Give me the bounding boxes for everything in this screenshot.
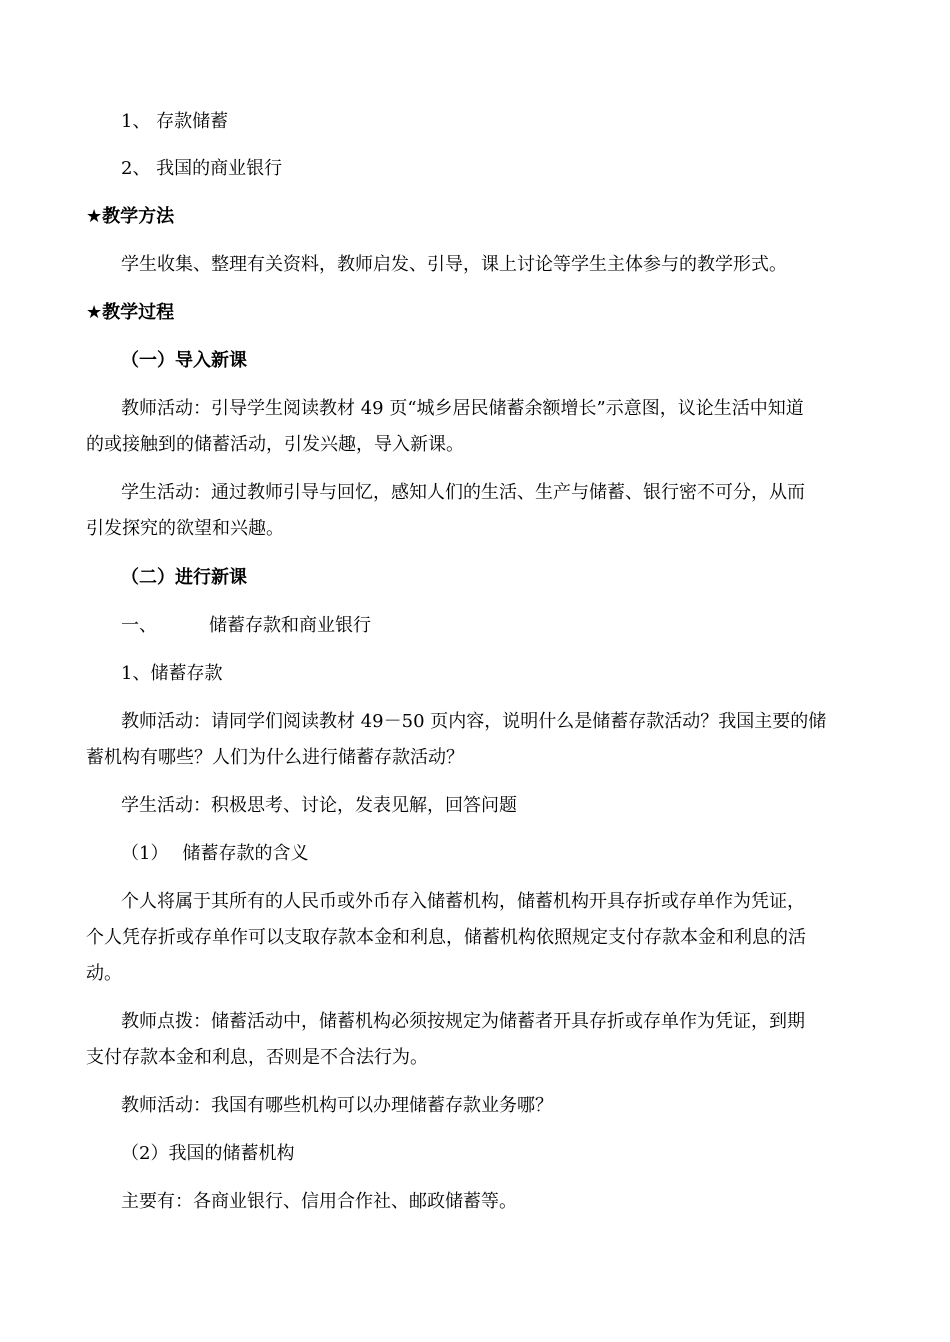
paragraph-intro-student-line-2: 引发探究的欲望和兴趣。 <box>86 518 284 539</box>
paragraph-tip-line-1: 教师点拨：储蓄活动中，储蓄机构必须按规定为储蓄者开具存折或存单作为凭证，到期 <box>121 1011 805 1032</box>
paragraph-teaching-method: 学生收集、整理有关资料，教师启发、引导，课上讨论等学生主体参与的教学形式。 <box>121 254 787 275</box>
heading-teaching-method: ★教学方法 <box>86 206 175 227</box>
paragraph-intro-teacher-line-2: 的或接触到的储蓄活动，引发兴趣，导入新课。 <box>86 434 464 455</box>
paragraph-definition-line-3: 动。 <box>86 963 122 984</box>
subsection-1-heading: 1、储蓄存款 <box>121 663 223 684</box>
item-1-number: （1） <box>121 843 169 864</box>
section-1-heading <box>121 614 950 638</box>
paragraph-teacher-3: 教师活动：我国有哪些机构可以办理储蓄存款业务哪？ <box>121 1095 553 1116</box>
item-1-heading <box>121 842 950 866</box>
paragraph-main-institutions: 主要有：各商业银行、信用合作社、邮政储蓄等。 <box>121 1191 517 1212</box>
item-2-heading: （2）我国的储蓄机构 <box>121 1143 295 1164</box>
paragraph-teacher-2-line-2: 蓄机构有哪些？人们为什么进行储蓄存款活动？ <box>86 747 464 768</box>
paragraph-student-2: 学生活动：积极思考、讨论，发表见解，回答问题 <box>121 795 517 816</box>
section-1-number: 一、 <box>121 615 157 636</box>
outline-item-1: 1、 存款储蓄 <box>121 111 229 132</box>
item-1-title: 储蓄存款的含义 <box>182 843 309 864</box>
paragraph-tip-line-2: 支付存款本金和利息，否则是不合法行为。 <box>86 1047 428 1068</box>
paragraph-intro-teacher-line-1: 教师活动：引导学生阅读教材 49 页“城乡居民储蓄余额增长”示意图，议论生活中知道 <box>121 398 804 419</box>
paragraph-definition-line-1: 个人将属于其所有的人民币或外币存入储蓄机构，储蓄机构开具存折或存单作为凭证， <box>121 891 805 912</box>
paragraph-intro-student-line-1: 学生活动：通过教师引导与回忆，感知人们的生活、生产与储蓄、银行密不可分，从而 <box>121 482 805 503</box>
heading-teaching-process: ★教学过程 <box>86 302 175 323</box>
heading-new-lesson: （二）进行新课 <box>121 567 247 588</box>
paragraph-definition-line-2: 个人凭存折或存单作可以支取存款本金和利息，储蓄机构依照规定支付存款本金和利息的活 <box>86 927 806 948</box>
paragraph-teacher-2-line-1: 教师活动：请同学们阅读教材 49－50 页内容，说明什么是储蓄存款活动？我国主要的储 <box>121 711 827 732</box>
heading-introduction: （一）导入新课 <box>121 350 247 371</box>
section-1-title: 储蓄存款和商业银行 <box>209 615 371 636</box>
outline-item-2: 2、 我国的商业银行 <box>121 158 283 179</box>
